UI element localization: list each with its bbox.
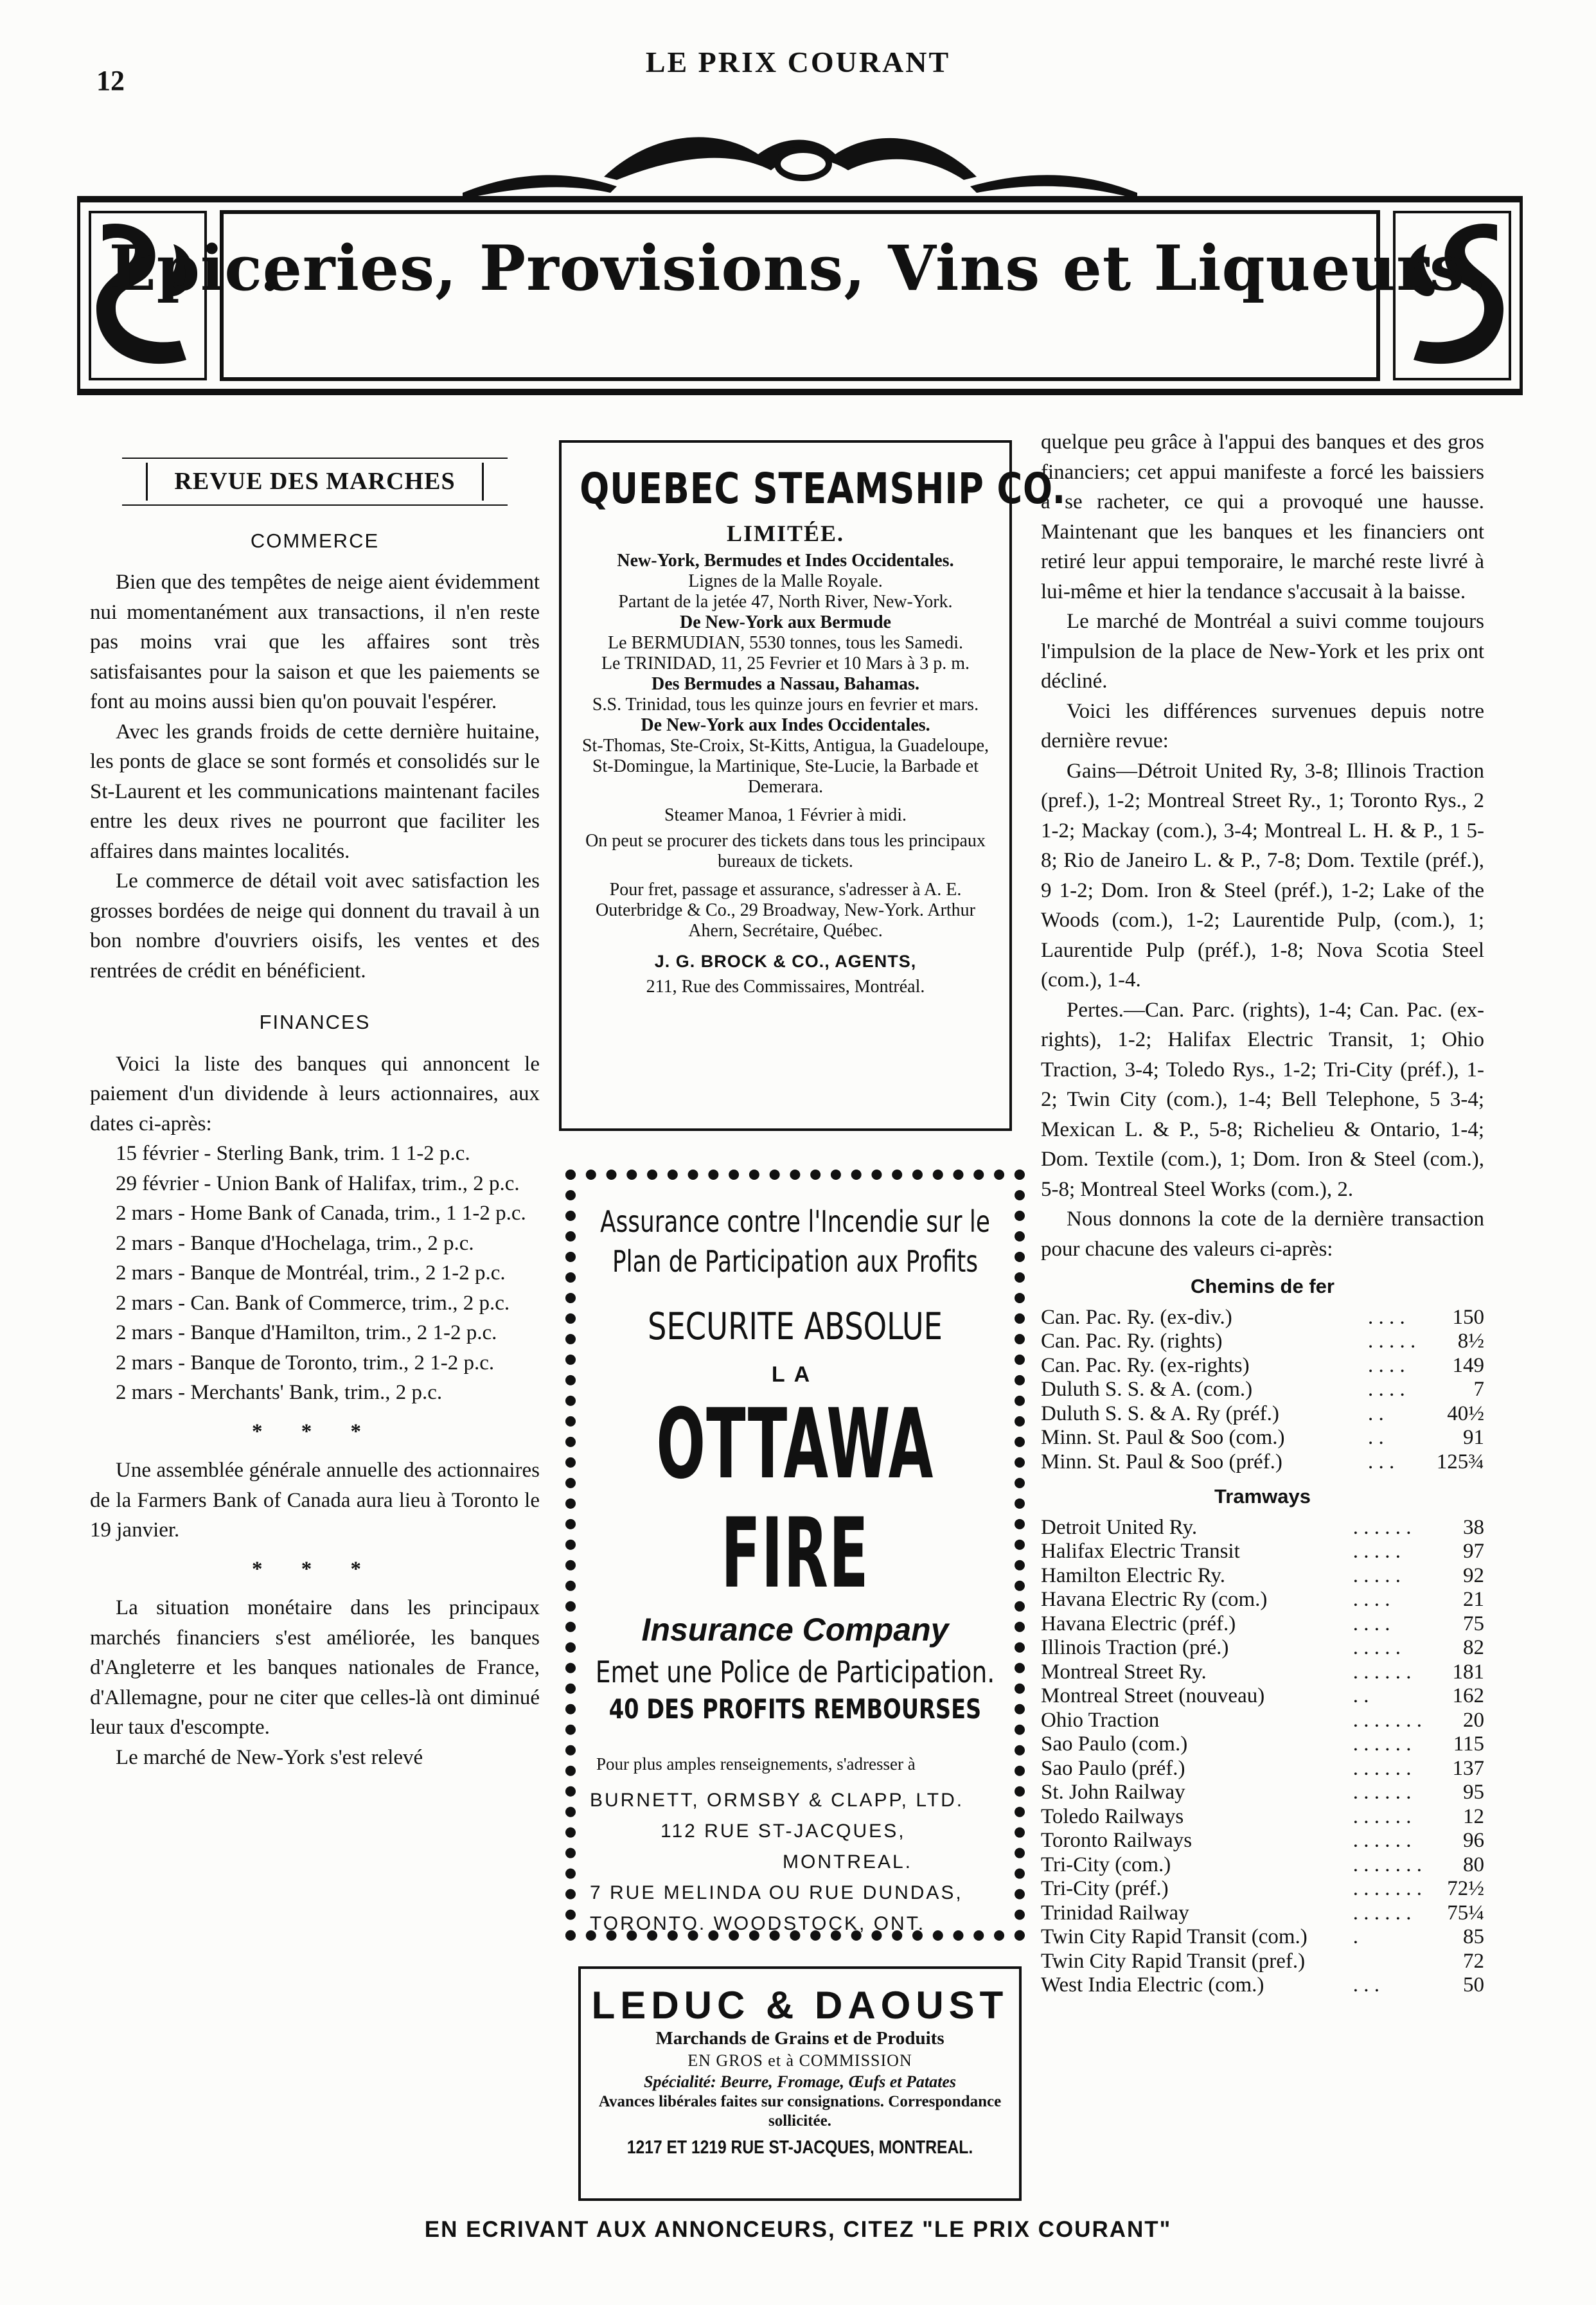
stock-name: Montreal Street Ry. xyxy=(1041,1660,1207,1684)
chemins-heading: Chemins de fer xyxy=(1191,1275,1334,1297)
stock-name: Duluth S. S. & A. (com.) xyxy=(1041,1378,1253,1401)
leader-dots: . . . . . . xyxy=(1352,1660,1412,1684)
stock-value: 149 xyxy=(1452,1353,1484,1377)
leader-dots: . . . . . xyxy=(1352,1563,1401,1587)
stock-name: Can. Pac. Ry. (ex-rights) xyxy=(1041,1353,1250,1377)
ad-line: EN GROS et à COMMISSION xyxy=(687,2051,912,2070)
stock-row xyxy=(1041,1450,1484,1475)
stock-name: Can. Pac. Ry. (rights) xyxy=(1041,1330,1223,1353)
commerce-heading: COMMERCE xyxy=(250,529,380,552)
leader-dots: . . . . . xyxy=(1352,1540,1401,1563)
leader-dots: . . . . . . xyxy=(1352,1804,1412,1828)
stock-value: 85 xyxy=(1463,1925,1484,1948)
chemins-table xyxy=(1041,1306,1484,1475)
leader-dots: . . . . xyxy=(1368,1305,1405,1329)
ad-line: Steamer Manoa, 1 Février à midi. xyxy=(664,805,907,825)
stock-row xyxy=(1041,1540,1484,1564)
ad-line: De New-York aux Indes Occidentales. xyxy=(641,715,930,735)
tramways-table xyxy=(1041,1516,1484,1998)
stock-row xyxy=(1041,1925,1484,1950)
dividend-item: 29 février - Union Bank of Halifax, trim., 2 p.c. xyxy=(116,1171,520,1195)
stock-value: 150 xyxy=(1452,1305,1484,1329)
stock-value: 97 xyxy=(1463,1540,1484,1563)
leader-dots: . . xyxy=(1368,1426,1384,1449)
dividend-item: 2 mars - Can. Bank of Commerce, trim., 2 p.c. xyxy=(116,1291,510,1315)
ad-line: Pour fret, passage et assurance, s'adresser à A. E. Outerbridge & Co., 29 Broadway, New-York. Arthur Ahern, Secrétaire, Québec. xyxy=(595,880,976,941)
running-head: LE PRIX COURANT xyxy=(645,46,951,78)
ad-line: S.S. Trinidad, tous les quinze jours en fevrier et mars. xyxy=(592,695,979,715)
dividend-item: 15 février - Sterling Bank, trim. 1 1-2 p.c. xyxy=(116,1142,470,1165)
ad-line: New-York, Bermudes et Indes Occidentales. xyxy=(617,551,954,571)
commerce-paragraph-3: Le commerce de détail voit avec satisfaction les grosses bordées de neige qui donnent du travail à un bon nombre d'ouvriers oisifs, les ventes et des rentrées de crédit en bénéficient. xyxy=(90,869,540,983)
footer-notice: EN ECRIVANT AUX ANNONCEURS, CITEZ "LE PRIX COURANT" xyxy=(424,2217,1172,2242)
stock-value: 38 xyxy=(1463,1515,1484,1539)
stock-value: 80 xyxy=(1463,1853,1484,1876)
leader-dots: . xyxy=(1352,1925,1359,1948)
right-column xyxy=(1041,427,1484,1998)
stock-name: Sao Paulo (com.) xyxy=(1041,1732,1188,1756)
ad-leduc-daoust xyxy=(578,1966,1022,2201)
stock-name: Minn. St. Paul & Soo (préf.) xyxy=(1041,1450,1282,1473)
leader-dots: . . . . xyxy=(1368,1353,1405,1377)
leader-dots: . . . . . . . xyxy=(1352,1853,1423,1876)
stock-row xyxy=(1041,1829,1484,1853)
ad-address: 211, Rue des Commissaires, Montréal. xyxy=(646,977,925,997)
ad-line: 40 DES PROFITS REMBOURSES xyxy=(608,1693,982,1725)
stock-name: Twin City Rapid Transit (pref.) xyxy=(1041,1949,1306,1973)
stock-value: 8½ xyxy=(1457,1330,1484,1353)
right-paragraph-2: Le marché de Montréal a suivi comme toujours l'impulsion de la place de New-York et les prix ont décliné. xyxy=(1041,610,1484,693)
stock-value: 72½ xyxy=(1447,1877,1484,1900)
stock-name: Toledo Railways xyxy=(1041,1804,1184,1828)
assembly-paragraph: Une assemblée générale annuelle des actionnaires de la Farmers Bank of Canada aura lieu à Toronto le 19 janvier. xyxy=(90,1459,540,1542)
stock-name: St. John Railway xyxy=(1041,1781,1185,1804)
stock-row xyxy=(1041,1732,1484,1757)
dividend-item: 2 mars - Home Bank of Canada, trim., 1 1-2 p.c. xyxy=(116,1202,526,1225)
leader-dots: . . . . xyxy=(1352,1612,1390,1635)
dividend-item: 2 mars - Banque de Montréal, trim., 2 1-2 p.c. xyxy=(116,1261,506,1285)
ad-line: BURNETT, ORMSBY & CLAPP, LTD. xyxy=(590,1790,964,1811)
stock-name: Havana Electric Ry (com.) xyxy=(1041,1588,1268,1611)
stock-value: 72 xyxy=(1463,1949,1484,1973)
stock-value: 21 xyxy=(1463,1588,1484,1611)
right-paragraph-1: quelque peu grâce à l'appui des banques et des gros financiers; cet appui manifeste a forcé les baissiers à se racheter, ce qui a provoqué une hausse. Maintenant que les banques et les financiers ont retiré leur appui temporaire, le marché reste livré à lui-même et hier la tendance s'accusait à la baisse. xyxy=(1041,431,1484,603)
stock-name: Havana Electric (préf.) xyxy=(1041,1612,1236,1635)
ad-line: Emet une Police de Participation. xyxy=(595,1655,995,1689)
stock-row xyxy=(1041,1516,1484,1540)
ad-line: St-Thomas, Ste-Croix, St-Kitts, Antigua, la Guadeloupe, St-Domingue, la Martinique, Ste-Lucie, la Barbade et Demerara. xyxy=(581,736,989,797)
finances-paragraph: Voici la liste des banques qui annoncent le paiement d'un dividende à leurs actionnaires, aux dates ci-après: xyxy=(90,1052,540,1135)
stock-value: 162 xyxy=(1452,1684,1484,1707)
stock-row xyxy=(1041,1901,1484,1926)
stock-name: Duluth S. S. & A. Ry (préf.) xyxy=(1041,1402,1279,1425)
stock-value: 91 xyxy=(1463,1426,1484,1449)
ad-ottawa-fire xyxy=(565,1170,1025,1941)
stock-row xyxy=(1041,1402,1484,1427)
ad-line: 7 RUE MELINDA OU RUE DUNDAS, xyxy=(590,1882,963,1903)
leader-dots: . . . . xyxy=(1352,1588,1390,1611)
leader-dots: . . . . . . xyxy=(1352,1781,1412,1804)
stock-value: 82 xyxy=(1463,1636,1484,1659)
ad-title: QUEBEC STEAMSHIP CO. xyxy=(580,464,1067,513)
ad-line: Marchands de Grains et de Produits xyxy=(655,2028,944,2049)
stock-name: Twin City Rapid Transit (com.) xyxy=(1041,1925,1308,1948)
stock-row xyxy=(1041,1378,1484,1402)
stock-row xyxy=(1041,1950,1484,1974)
stock-row xyxy=(1041,1564,1484,1589)
ad-line: Partant de la jetée 47, North River, New-York. xyxy=(618,592,953,612)
ad-title: OTTAWA FIRE xyxy=(656,1389,934,1610)
ad-line: On peut se procurer des tickets dans tous les principaux bureaux de tickets. xyxy=(585,831,986,871)
ad-agents: J. G. BROCK & CO., AGENTS, xyxy=(654,952,917,971)
stock-name: Illinois Traction (pré.) xyxy=(1041,1636,1229,1659)
stock-name: Halifax Electric Transit xyxy=(1041,1540,1240,1563)
stock-row xyxy=(1041,1660,1484,1685)
stock-name: Detroit United Ry. xyxy=(1041,1515,1198,1539)
stock-value: 12 xyxy=(1463,1804,1484,1828)
dividend-item: 2 mars - Banque de Toronto, trim., 2 1-2 p.c. xyxy=(116,1351,495,1375)
dividend-item: 2 mars - Banque d'Hamilton, trim., 2 1-2 p.c. xyxy=(116,1321,497,1344)
leader-dots: . . . . . . xyxy=(1352,1829,1412,1852)
leader-dots: . . xyxy=(1368,1402,1384,1425)
ad-line: 112 RUE ST-JACQUES, xyxy=(661,1820,906,1842)
cote-paragraph: Nous donnons la cote de la dernière transaction pour chacune des valeurs ci-après: xyxy=(1041,1207,1484,1261)
stock-value: 40½ xyxy=(1447,1402,1484,1425)
stock-value: 75 xyxy=(1463,1612,1484,1635)
stock-name: Trinidad Railway xyxy=(1041,1901,1189,1925)
stock-row xyxy=(1041,1426,1484,1450)
leader-dots: . . . . . xyxy=(1352,1636,1401,1659)
stock-value: 7 xyxy=(1473,1378,1484,1401)
leader-dots: . . . . . . xyxy=(1352,1732,1412,1756)
stock-value: 20 xyxy=(1463,1708,1484,1732)
leader-dots: . . . . xyxy=(1368,1378,1405,1401)
stock-row xyxy=(1041,1306,1484,1330)
banner-title: Epiceries, Provisions, Vins et Liqueurs. xyxy=(109,232,1487,305)
stock-value: 95 xyxy=(1463,1781,1484,1804)
stock-row xyxy=(1041,1709,1484,1733)
ad-line: Des Bermudes a Nassau, Bahamas. xyxy=(652,674,919,694)
ad-line: Le TRINIDAD, 11, 25 Fevrier et 10 Mars à 3 p. m. xyxy=(601,654,970,673)
stock-name: Tri-City (com.) xyxy=(1041,1853,1171,1876)
right-paragraph-3: Voici les différences survenues depuis notre dernière revue: xyxy=(1041,699,1484,752)
stock-name: Ohio Traction xyxy=(1041,1708,1160,1732)
ad-line: SECURITE ABSOLUE xyxy=(647,1304,943,1348)
stock-row xyxy=(1041,1636,1484,1660)
leader-dots: . . . xyxy=(1352,1973,1380,1997)
stock-value: 96 xyxy=(1463,1829,1484,1852)
stock-row xyxy=(1041,1853,1484,1878)
stock-value: 181 xyxy=(1452,1660,1484,1684)
newyork-paragraph: Le marché de New-York s'est relevé xyxy=(116,1745,423,1769)
stock-value: 50 xyxy=(1463,1973,1484,1997)
stock-value: 115 xyxy=(1453,1732,1484,1756)
stock-row xyxy=(1041,1805,1484,1829)
pertes-paragraph: Pertes.—Can. Parc. (rights), 1-4; Can. Pac. (ex-rights), 1-2; Halifax Electric Transit, 1; Ohio Traction, 3-4; Toledo Rys., 1-2; Tri-City (préf.), 1-2; Twin City (com.), 1-4; Bell Telephone, 5 3-4; Mexican L. & P., 5-8; Richelieu & Ontario, 1-4; Dom. Textile (com.), 1; Dom. Iron & Steel (com.), 5-8; Montreal Steel Works (com.), 2. xyxy=(1041,998,1484,1201)
leader-dots: . . . . . xyxy=(1368,1330,1416,1353)
tramways-heading: Tramways xyxy=(1214,1485,1311,1508)
ad-line: 1217 ET 1219 RUE ST-JACQUES, MONTREAL. xyxy=(626,2137,973,2158)
stock-value: 125¾ xyxy=(1436,1450,1484,1473)
dividend-item: 2 mars - Banque d'Hochelaga, trim., 2 p.c. xyxy=(116,1231,474,1255)
leader-dots: . . . . . . . xyxy=(1352,1877,1423,1900)
ad-line: Pour plus amples renseignements, s'adresser à xyxy=(596,1754,916,1774)
stock-name: Minn. St. Paul & Soo (com.) xyxy=(1041,1426,1285,1449)
monetary-paragraph: La situation monétaire dans les principaux marchés financiers s'est améliorée, les banques d'Angleterre et les banques nationales de France, d'Allemagne, pour ne citer que celles-là ont diminué leur taux d'escompte. xyxy=(90,1596,540,1739)
ad-line: Insurance Company xyxy=(641,1612,949,1648)
ad-line: Lignes de la Malle Royale. xyxy=(688,571,883,591)
ad-title: LEDUC & DAOUST xyxy=(591,1984,1009,2027)
stock-name: Sao Paulo (préf.) xyxy=(1041,1756,1185,1780)
leader-dots: . . . . . . . xyxy=(1352,1708,1423,1732)
stock-row xyxy=(1041,1973,1484,1998)
ad-line: LA xyxy=(771,1362,819,1387)
leader-dots: . . xyxy=(1352,1684,1369,1707)
stock-value: 137 xyxy=(1452,1756,1484,1780)
separator-stars: * * * xyxy=(252,1419,378,1443)
ad-line: Assurance contre l'Incendie sur le Plan de Participation aux Profits xyxy=(600,1204,990,1279)
ad-line: Avances libérales faites sur consignations. Correspondance sollicitée. xyxy=(598,2093,1002,2130)
revue-title: REVUE DES MARCHES xyxy=(146,463,484,501)
ad-line: De New-York aux Bermude xyxy=(680,612,891,632)
ad-line: Le BERMUDIAN, 5530 tonnes, tous les Samedi. xyxy=(608,633,963,653)
stock-row xyxy=(1041,1612,1484,1637)
leader-dots: . . . . . . xyxy=(1352,1901,1412,1925)
stock-row xyxy=(1041,1330,1484,1354)
stock-row xyxy=(1041,1877,1484,1901)
left-column xyxy=(90,450,540,1772)
ad-line: MONTREAL. xyxy=(783,1851,913,1873)
stock-name: Can. Pac. Ry. (ex-div.) xyxy=(1041,1305,1232,1329)
stock-value: 75¼ xyxy=(1447,1901,1484,1925)
gains-paragraph: Gains—Détroit United Ry, 3-8; Illinois Traction (pref.), 1-2; Montreal Street Ry., 1; Toronto Rys., 2 1-2; Mackay (com.), 3-4; Montreal L. H. & P., 1 5-8; Rio de Janeiro L. & P., 7-8; Dom. Textile (préf.), 9 1-2; Dom. Iron & Steel (préf.), 1-2; Lake of the Woods (com.), 1-2; Laurentide Pulp, (com.), 1; Laurentide Pulp (préf.), 1-8; Nova Scotia Steel (com.), 1-4. xyxy=(1041,759,1484,992)
stock-name: West India Electric (com.) xyxy=(1041,1973,1264,1997)
separator-stars: * * * xyxy=(252,1557,378,1581)
stock-name: Toronto Railways xyxy=(1041,1829,1193,1852)
stock-name: Tri-City (préf.) xyxy=(1041,1877,1169,1900)
dividend-item: 2 mars - Merchants' Bank, trim., 2 p.c. xyxy=(116,1381,443,1404)
ad-subtitle: LIMITÉE. xyxy=(726,521,845,546)
stock-row xyxy=(1041,1757,1484,1781)
page-number: 12 xyxy=(96,65,125,96)
ad-line: Spécialité: Beurre, Fromage, Œufs et Patates xyxy=(643,2072,956,2091)
stock-value: 92 xyxy=(1463,1563,1484,1587)
stock-name: Montreal Street (nouveau) xyxy=(1041,1684,1265,1707)
leader-dots: . . . . . . xyxy=(1352,1756,1412,1780)
stock-row xyxy=(1041,1684,1484,1709)
commerce-paragraph-1: Bien que des tempêtes de neige aient évidemment nui momentanément aux transactions, il n'en reste pas moins vrai que les affaires sont très satisfaisantes pour la saison et que les paiements se font au moins aussi bien qu'on pouvait l'espérer. xyxy=(90,571,540,713)
stock-row xyxy=(1041,1354,1484,1378)
leader-dots: . . . . . . xyxy=(1352,1515,1412,1539)
ad-quebec-steamship xyxy=(559,440,1067,1131)
finances-heading: FINANCES xyxy=(259,1011,371,1033)
stock-row xyxy=(1041,1588,1484,1612)
stock-name: Hamilton Electric Ry. xyxy=(1041,1563,1226,1587)
leader-dots: . . . xyxy=(1368,1450,1395,1473)
stock-row xyxy=(1041,1781,1484,1805)
ad-line: TORONTO. WOODSTOCK, ONT. xyxy=(590,1913,926,1934)
commerce-paragraph-2: Avec les grands froids de cette dernière huitaine, les ponts de glace se sont formés et consolidés sur le St-Laurent et les communications maintenant faciles entre les deux rives ne pourront que faciliter les affaires dans maintes localités. xyxy=(90,720,540,863)
